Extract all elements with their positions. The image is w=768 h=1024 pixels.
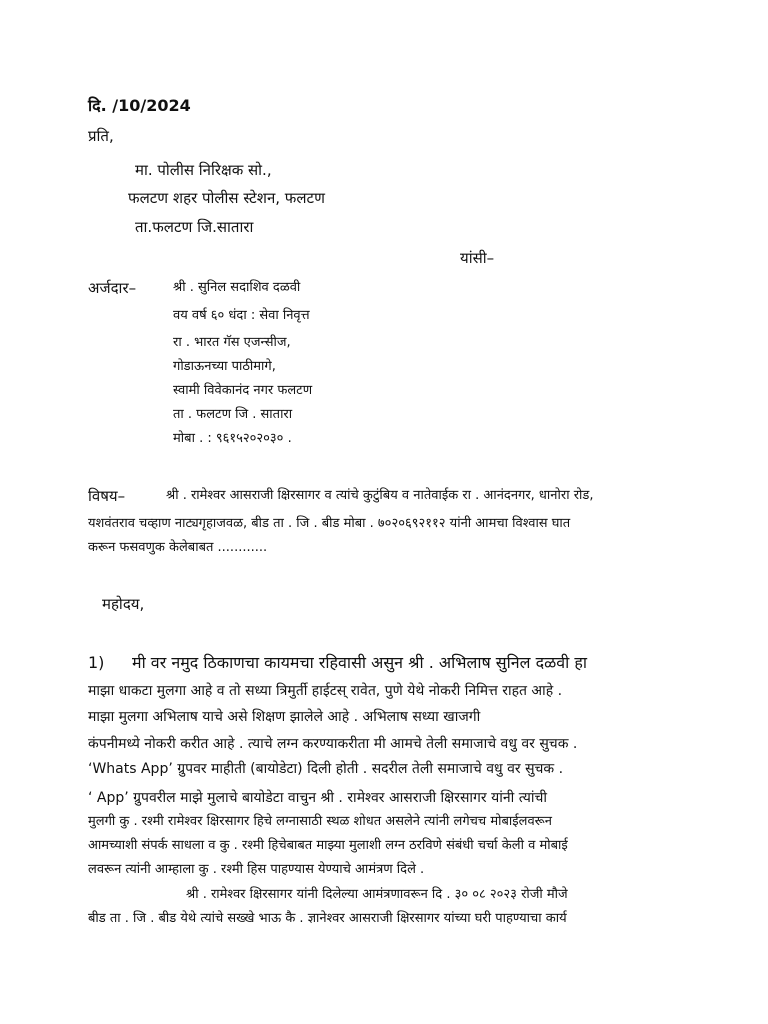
recipient-line-1: मा. पोलीस निरिक्षक सो., bbox=[135, 161, 272, 179]
yansi-label: यांसी– bbox=[460, 249, 495, 267]
applicant-line: गोडाऊनच्या पाठीमागे, bbox=[173, 359, 276, 374]
body-line: लवरून त्यांनी आम्हाला कु . रश्मी हिस पाहण्यास येण्याचे आमंत्रण दिले . bbox=[88, 862, 425, 877]
applicant-line: श्री . सुनिल सदाशिव दळवी bbox=[173, 280, 301, 295]
body-first-line: मी वर नमुद ठिकाणचा कायमचा रहिवासी असुन श्री . अभिलाष सुनिल दळवी हा bbox=[132, 653, 587, 672]
body-line: माझा मुलगा अभिलाष याचे असे शिक्षण झालेले आहे . अभिलाष सध्या खाजगी bbox=[88, 709, 481, 725]
body-para2-line: श्री . रामेश्वर क्षिरसागर यांनी दिलेल्या आमंत्रणावरून दि . ३० ०८ २०२३ रोजी मौजे bbox=[186, 887, 568, 902]
salutation: महोदय, bbox=[102, 595, 145, 613]
body-line: ‘Whats App’ ग्रुपवर माहीती (बायोडेटा) दिली होती . सदरील तेली समाजाचे वधु वर सुचक . bbox=[88, 761, 564, 777]
applicant-line: ता . फलटण जि . सातारा bbox=[173, 407, 293, 422]
recipient-line-2: फलटण शहर पोलीस स्टेशन, फलटण bbox=[128, 189, 325, 207]
applicant-line: रा . भारत गॅस एजन्सीज, bbox=[173, 335, 291, 350]
prati-label: प्रति, bbox=[88, 127, 114, 145]
recipient-line-3: ता.फलटण जि.सातारा bbox=[135, 218, 254, 236]
subject-label: विषय– bbox=[88, 487, 126, 505]
applicant-line: वय वर्ष ६० धंदा : सेवा निवृत्त bbox=[173, 308, 310, 323]
body-line: माझा धाकटा मुलगा आहे व तो सध्या त्रिमुर्ती हाईटस् रावेत, पुणे येथे नोकरी निमित्त राहत आहे . bbox=[88, 683, 563, 699]
subject-line-3: करून फसवणुक केलेबाबत ............ bbox=[88, 540, 268, 555]
letter-date: दि. /10/2024 bbox=[88, 96, 191, 115]
applicant-line: स्वामी विवेकानंद नगर फलटण bbox=[173, 383, 313, 398]
body-line: आमच्याशी संपर्क साधला व कु . रश्मी हिचेबाबत माझ्या मुलाशी लग्न ठरविणे संबंधी चर्चा केली व मोबाई bbox=[88, 838, 568, 853]
applicant-label: अर्जदार– bbox=[88, 279, 137, 297]
subject-line-2: यशवंतराव चव्हाण नाट्यगृहाजवळ, बीड ता . जि . बीड मोबा . ७०२०६९२११२ यांनी आमचा विश्वास घात bbox=[88, 516, 571, 531]
applicant-mobile: मोबा . : ९६१५२०२०३० . bbox=[173, 431, 292, 446]
body-para2-line: बीड ता . जि . बीड येथे त्यांचे सख्खे भाऊ कै . ज्ञानेश्वर आसराजी क्षिरसागर यांच्या घरी पाहण्याचा कार्य bbox=[88, 911, 567, 926]
body-line: मुलगी कु . रश्मी रामेश्वर क्षिरसागर हिचे लग्नासाठी स्थळ शोधत असलेने त्यांनी लगेचच मोबाईलवरून bbox=[88, 814, 552, 829]
subject-line-1: श्री . रामेश्वर आसराजी क्षिरसागर व त्यांचे कुटुंबिय व नातेवाईक रा . आनंदनगर, धानोरा रोड, bbox=[166, 488, 594, 503]
body-line: ‘ App’ ग्रुपवरील माझे मुलाचे बायोडेटा वाचुन श्री . रामेश्वर आसराजी क्षिरसागर यांनी त्यांची bbox=[88, 790, 548, 806]
body-line: कंपनीमध्ये नोकरी करीत आहे . त्याचे लग्न करण्याकरीता मी आमचे तेली समाजाचे वधु वर सुचक . bbox=[88, 736, 578, 752]
paragraph-number: 1) bbox=[88, 653, 105, 672]
